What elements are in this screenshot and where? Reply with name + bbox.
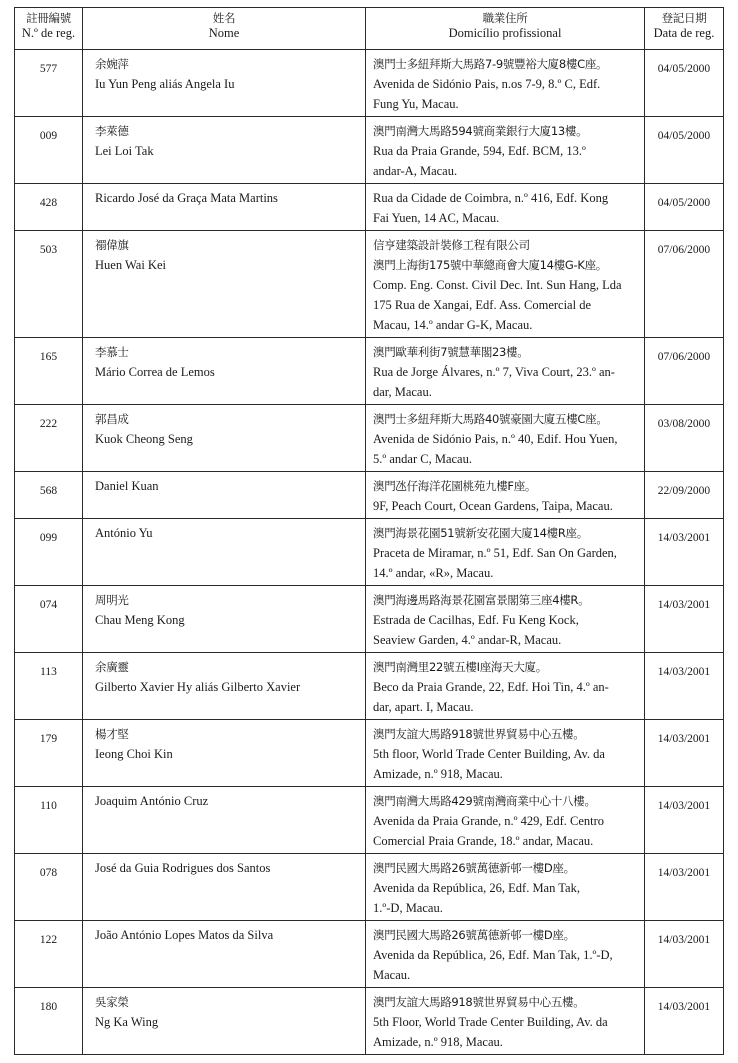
registration-date: 14/03/2001 <box>645 988 724 1055</box>
registration-number: 222 <box>15 405 83 472</box>
address-line: Seaview Garden, 4.º andar-R, Macau. <box>373 633 562 647</box>
address-cell <box>366 231 645 338</box>
address-line: 信亨建築設計裝修工程有限公司 <box>373 238 530 252</box>
name-cell <box>83 117 366 184</box>
address-line: Rua da Cidade de Coimbra, n.º 416, Edf. Kong <box>373 191 609 205</box>
name-cell <box>83 50 366 117</box>
address-line: 澳門民國大馬路26號萬德新邨一樓D座。 <box>373 861 575 875</box>
registry-table <box>14 7 724 1055</box>
name-romanized: José da Guia Rodrigues dos Santos <box>95 861 271 875</box>
table-header <box>15 8 724 50</box>
registration-number: 113 <box>15 653 83 720</box>
header-date-zh: 登記日期 <box>661 11 707 25</box>
registration-date: 07/06/2000 <box>645 338 724 405</box>
registration-date: 07/06/2000 <box>645 231 724 338</box>
registration-number: 122 <box>15 921 83 988</box>
registration-number: 428 <box>15 184 83 231</box>
registration-date: 14/03/2001 <box>645 787 724 854</box>
address-line: 5th floor, World Trade Center Building, Av. da <box>373 747 605 761</box>
table-row <box>15 787 724 854</box>
name-cell <box>83 653 366 720</box>
registration-date: 04/05/2000 <box>645 117 724 184</box>
name-chinese: 余婉萍 <box>95 57 129 71</box>
table-row <box>15 231 724 338</box>
table-row <box>15 405 724 472</box>
header-address <box>366 8 645 50</box>
name-romanized: Joaquim António Cruz <box>95 794 209 808</box>
address-line: dar, apart. I, Macau. <box>373 700 474 714</box>
name-cell <box>83 231 366 338</box>
name-cell <box>83 472 366 519</box>
name-chinese: 余廣靈 <box>95 660 129 674</box>
address-line: dar, Macau. <box>373 385 432 399</box>
table-row <box>15 988 724 1055</box>
address-line: Amizade, n.º 918, Macau. <box>373 1035 503 1049</box>
table-row <box>15 50 724 117</box>
address-line: 澳門南灣里22號五樓I座海天大廈。 <box>373 660 547 674</box>
registration-number: 074 <box>15 586 83 653</box>
table-row <box>15 117 724 184</box>
name-romanized: Ricardo José da Graça Mata Martins <box>95 191 278 205</box>
name-romanized: Iu Yun Peng aliás Angela Iu <box>95 77 235 91</box>
name-cell <box>83 184 366 231</box>
name-cell <box>83 405 366 472</box>
table-row <box>15 921 724 988</box>
address-line: 5th Floor, World Trade Center Building, Av. da <box>373 1015 608 1029</box>
name-chinese: 楊才堅 <box>95 727 129 741</box>
address-cell <box>366 988 645 1055</box>
address-line: Avenida de Sidónio Pais, n.os 7-9, 8.º C, Edf. <box>373 77 601 91</box>
name-romanized: António Yu <box>95 526 153 540</box>
address-cell <box>366 117 645 184</box>
address-line: 175 Rua de Xangai, Edf. Ass. Comercial de <box>373 298 592 312</box>
registration-date: 14/03/2001 <box>645 921 724 988</box>
address-cell <box>366 472 645 519</box>
name-chinese: 李萊德 <box>95 124 129 138</box>
address-line: 澳門歐華利街7號慧華閣23樓。 <box>373 345 529 359</box>
table-row <box>15 519 724 586</box>
address-line: Avenida da República, 26, Edf. Man Tak, 1.º-D, <box>373 948 613 962</box>
address-line: Avenida da Praia Grande, n.º 429, Edf. Centro <box>373 814 605 828</box>
address-cell <box>366 921 645 988</box>
header-reg <box>15 8 83 50</box>
address-line: andar-A, Macau. <box>373 164 458 178</box>
address-line: 澳門海邊馬路海景花園富景閣第三座4樓R。 <box>373 593 590 607</box>
table-row <box>15 586 724 653</box>
name-romanized: João António Lopes Matos da Silva <box>95 928 274 942</box>
address-cell <box>366 405 645 472</box>
registration-number: 179 <box>15 720 83 787</box>
address-line: Rua de Jorge Álvares, n.º 7, Viva Court, 23.º an- <box>373 365 615 379</box>
address-cell <box>366 184 645 231</box>
header-address-zh: 職業住所 <box>482 11 528 25</box>
name-romanized: Gilberto Xavier Hy aliás Gilberto Xavier <box>95 680 301 694</box>
name-cell <box>83 586 366 653</box>
registration-date: 03/08/2000 <box>645 405 724 472</box>
name-romanized: Huen Wai Kei <box>95 258 166 272</box>
registration-date: 14/03/2001 <box>645 653 724 720</box>
address-line: 澳門友誼大馬路918號世界貿易中心五樓。 <box>373 995 585 1009</box>
name-romanized: Lei Loi Tak <box>95 144 154 158</box>
name-chinese: 禤偉旗 <box>95 238 129 252</box>
address-cell <box>366 519 645 586</box>
table-body <box>15 50 724 1055</box>
name-cell <box>83 720 366 787</box>
address-line: Comp. Eng. Const. Civil Dec. Int. Sun Hang, Lda <box>373 278 622 292</box>
registration-number: 110 <box>15 787 83 854</box>
address-line: 澳門南灣大馬路429號南灣商業中心十八樓。 <box>373 794 596 808</box>
table-row <box>15 472 724 519</box>
header-address-pt: Domicílio profissional <box>448 26 562 40</box>
address-line: Beco da Praia Grande, 22, Edf. Hoi Tin, 4.º an- <box>373 680 609 694</box>
table-row <box>15 184 724 231</box>
registration-number: 165 <box>15 338 83 405</box>
name-cell <box>83 519 366 586</box>
registration-number: 009 <box>15 117 83 184</box>
address-line: 澳門南灣大馬路594號商業銀行大廈13樓。 <box>373 124 588 138</box>
address-line: Rua da Praia Grande, 594, Edf. BCM, 13.º <box>373 144 586 158</box>
registration-number: 078 <box>15 854 83 921</box>
address-line: 澳門海景花園51號新安花園大廈14樓R座。 <box>373 526 588 540</box>
registration-number: 577 <box>15 50 83 117</box>
name-romanized: Ng Ka Wing <box>95 1015 159 1029</box>
name-romanized: Chau Meng Kong <box>95 613 185 627</box>
name-romanized: Ieong Choi Kin <box>95 747 173 761</box>
header-name-pt: Nome <box>208 26 240 40</box>
registration-date: 14/03/2001 <box>645 854 724 921</box>
address-line: Comercial Praia Grande, 18.º andar, Macau. <box>373 834 594 848</box>
name-chinese: 吳家榮 <box>95 995 129 1009</box>
address-cell <box>366 854 645 921</box>
name-chinese: 郭昌成 <box>95 412 129 426</box>
address-line: Fai Yuen, 14 AC, Macau. <box>373 211 500 225</box>
address-line: 澳門士多紐拜斯大馬路40號豪園大廈五樓C座。 <box>373 412 608 426</box>
header-name <box>83 8 366 50</box>
registration-number: 099 <box>15 519 83 586</box>
name-cell <box>83 787 366 854</box>
address-line: 澳門氹仔海洋花園桃苑九樓F座。 <box>373 479 537 493</box>
header-date-pt: Data de reg. <box>653 26 715 40</box>
header-name-zh: 姓名 <box>212 11 236 25</box>
address-cell <box>366 338 645 405</box>
name-cell <box>83 338 366 405</box>
address-line: Avenida da República, 26, Edf. Man Tak, <box>373 881 580 895</box>
name-cell <box>83 854 366 921</box>
address-line: 澳門上海街175號中華總商會大廈14樓G-K座。 <box>373 258 607 272</box>
registration-date: 04/05/2000 <box>645 50 724 117</box>
registration-date: 14/03/2001 <box>645 586 724 653</box>
registration-number: 568 <box>15 472 83 519</box>
address-line: Avenida de Sidónio Pais, n.º 40, Edif. Hou Yuen, <box>373 432 618 446</box>
name-cell <box>83 988 366 1055</box>
address-line: 1.º-D, Macau. <box>373 901 443 915</box>
address-cell <box>366 653 645 720</box>
table-row <box>15 720 724 787</box>
address-line: 澳門友誼大馬路918號世界貿易中心五樓。 <box>373 727 585 741</box>
name-chinese: 周明光 <box>95 593 129 607</box>
address-line: 澳門民國大馬路26號萬德新邨一樓D座。 <box>373 928 575 942</box>
address-cell <box>366 720 645 787</box>
table-row <box>15 338 724 405</box>
address-line: Estrada de Cacilhas, Edf. Fu Keng Kock, <box>373 613 579 627</box>
header-reg-zh: 註冊編號 <box>26 11 71 25</box>
name-chinese: 李慕士 <box>95 345 129 359</box>
table-row <box>15 653 724 720</box>
address-cell <box>366 586 645 653</box>
name-cell <box>83 921 366 988</box>
address-line: 14.º andar, «R», Macau. <box>373 566 494 580</box>
name-romanized: Kuok Cheong Seng <box>95 432 193 446</box>
address-line: 9F, Peach Court, Ocean Gardens, Taipa, Macau. <box>373 499 613 513</box>
registration-date: 04/05/2000 <box>645 184 724 231</box>
address-line: Macau. <box>373 968 411 982</box>
header-reg-pt: N.º de reg. <box>21 26 76 40</box>
address-cell <box>366 50 645 117</box>
name-romanized: Mário Correa de Lemos <box>95 365 215 379</box>
address-cell <box>366 787 645 854</box>
address-line: Praceta de Miramar, n.º 51, Edf. San On Garden, <box>373 546 617 560</box>
table-row <box>15 854 724 921</box>
address-line: Amizade, n.º 918, Macau. <box>373 767 503 781</box>
name-romanized: Daniel Kuan <box>95 479 159 493</box>
registration-date: 14/03/2001 <box>645 720 724 787</box>
registration-date: 22/09/2000 <box>645 472 724 519</box>
registration-number: 503 <box>15 231 83 338</box>
address-line: 5.º andar C, Macau. <box>373 452 472 466</box>
address-line: 澳門士多紐拜斯大馬路7-9號豐裕大廈8樓C座。 <box>373 57 608 71</box>
address-line: Fung Yu, Macau. <box>373 97 459 111</box>
address-line: Macau, 14.º andar G-K, Macau. <box>373 318 533 332</box>
header-date <box>645 8 724 50</box>
registry-table-container <box>14 7 723 1055</box>
registration-date: 14/03/2001 <box>645 519 724 586</box>
registration-number: 180 <box>15 988 83 1055</box>
